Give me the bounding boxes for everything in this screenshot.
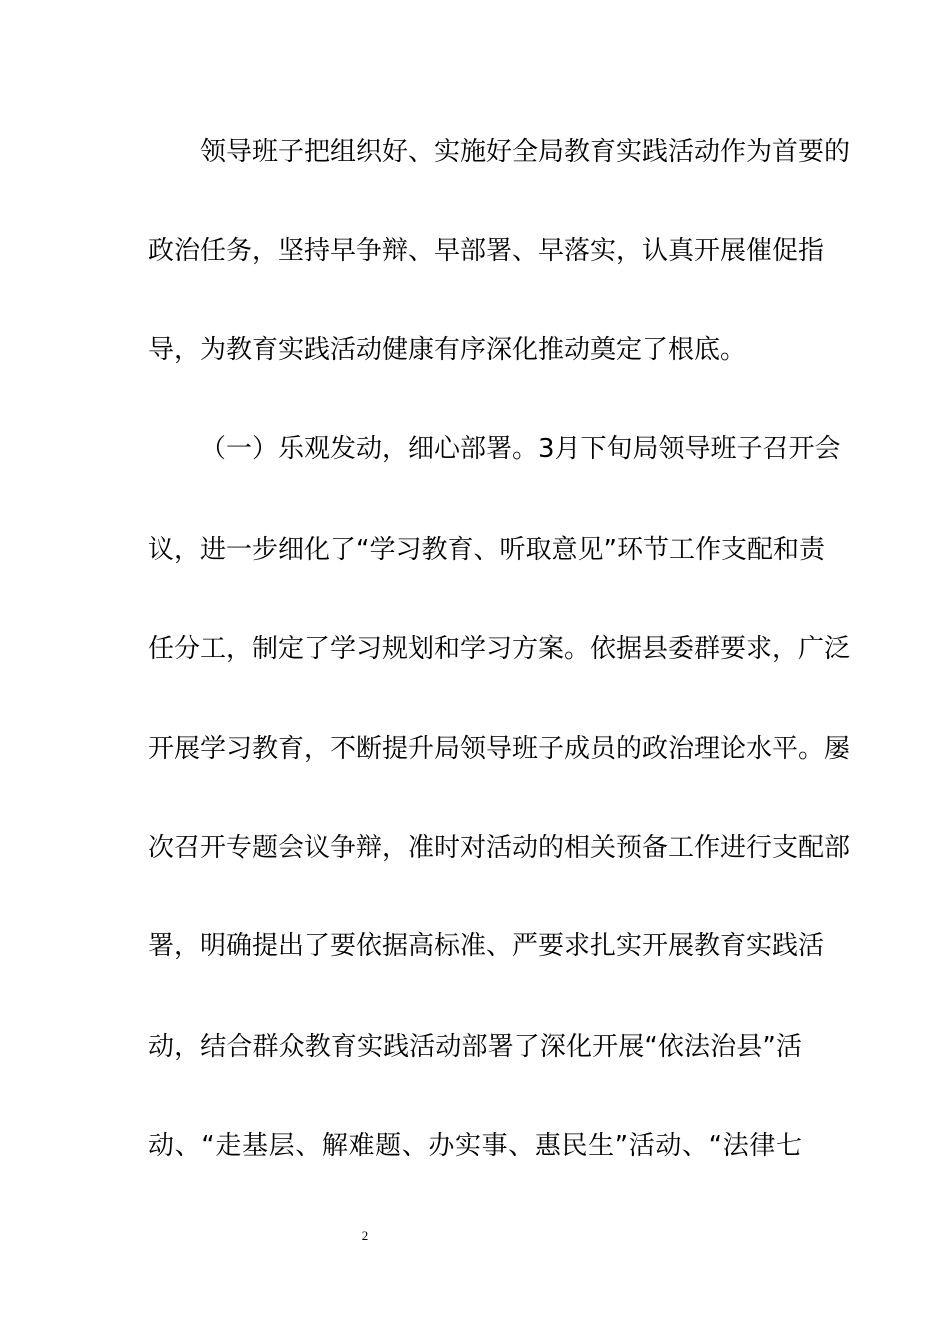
paragraph-2-line-2: 议，进一步细化了“学习教育、听取意见”环节工作支配和责: [148, 535, 825, 565]
page-number: 2: [361, 1228, 369, 1243]
paragraph-2-line-4: 开展学习教育，不断提升局领导班子成员的政治理论水平。屡: [148, 734, 851, 764]
paragraph-1-line-1: 领导班子把组织好、实施好全局教育实践活动作为首要的: [200, 137, 851, 167]
paragraph-2-line-8: 动、“走基层、解难题、办实事、惠民生”活动、“法律七: [148, 1131, 802, 1161]
paragraph-2-line-1: （一）乐观发动，细心部署。3月下旬局领导班子召开会: [200, 434, 841, 464]
paragraph-2-line-5: 次召开专题会议争辩，准时对活动的相关预备工作进行支配部: [148, 833, 851, 863]
paragraph-1-line-2: 政治任务，坚持早争辩、早部署、早落实，认真开展催促指: [148, 236, 825, 266]
paragraph-1-line-3: 导，为教育实践活动健康有序深化推动奠定了根底。: [148, 335, 747, 365]
paragraph-2-line-6: 署，明确提出了要依据高标准、严要求扎实开展教育实践活: [148, 931, 825, 961]
paragraph-2-line-3: 任分工，制定了学习规划和学习方案。依据县委群要求，广泛: [148, 634, 851, 664]
paragraph-2-line-7: 动，结合群众教育实践活动部署了深化开展“依法治县”活: [148, 1032, 802, 1062]
